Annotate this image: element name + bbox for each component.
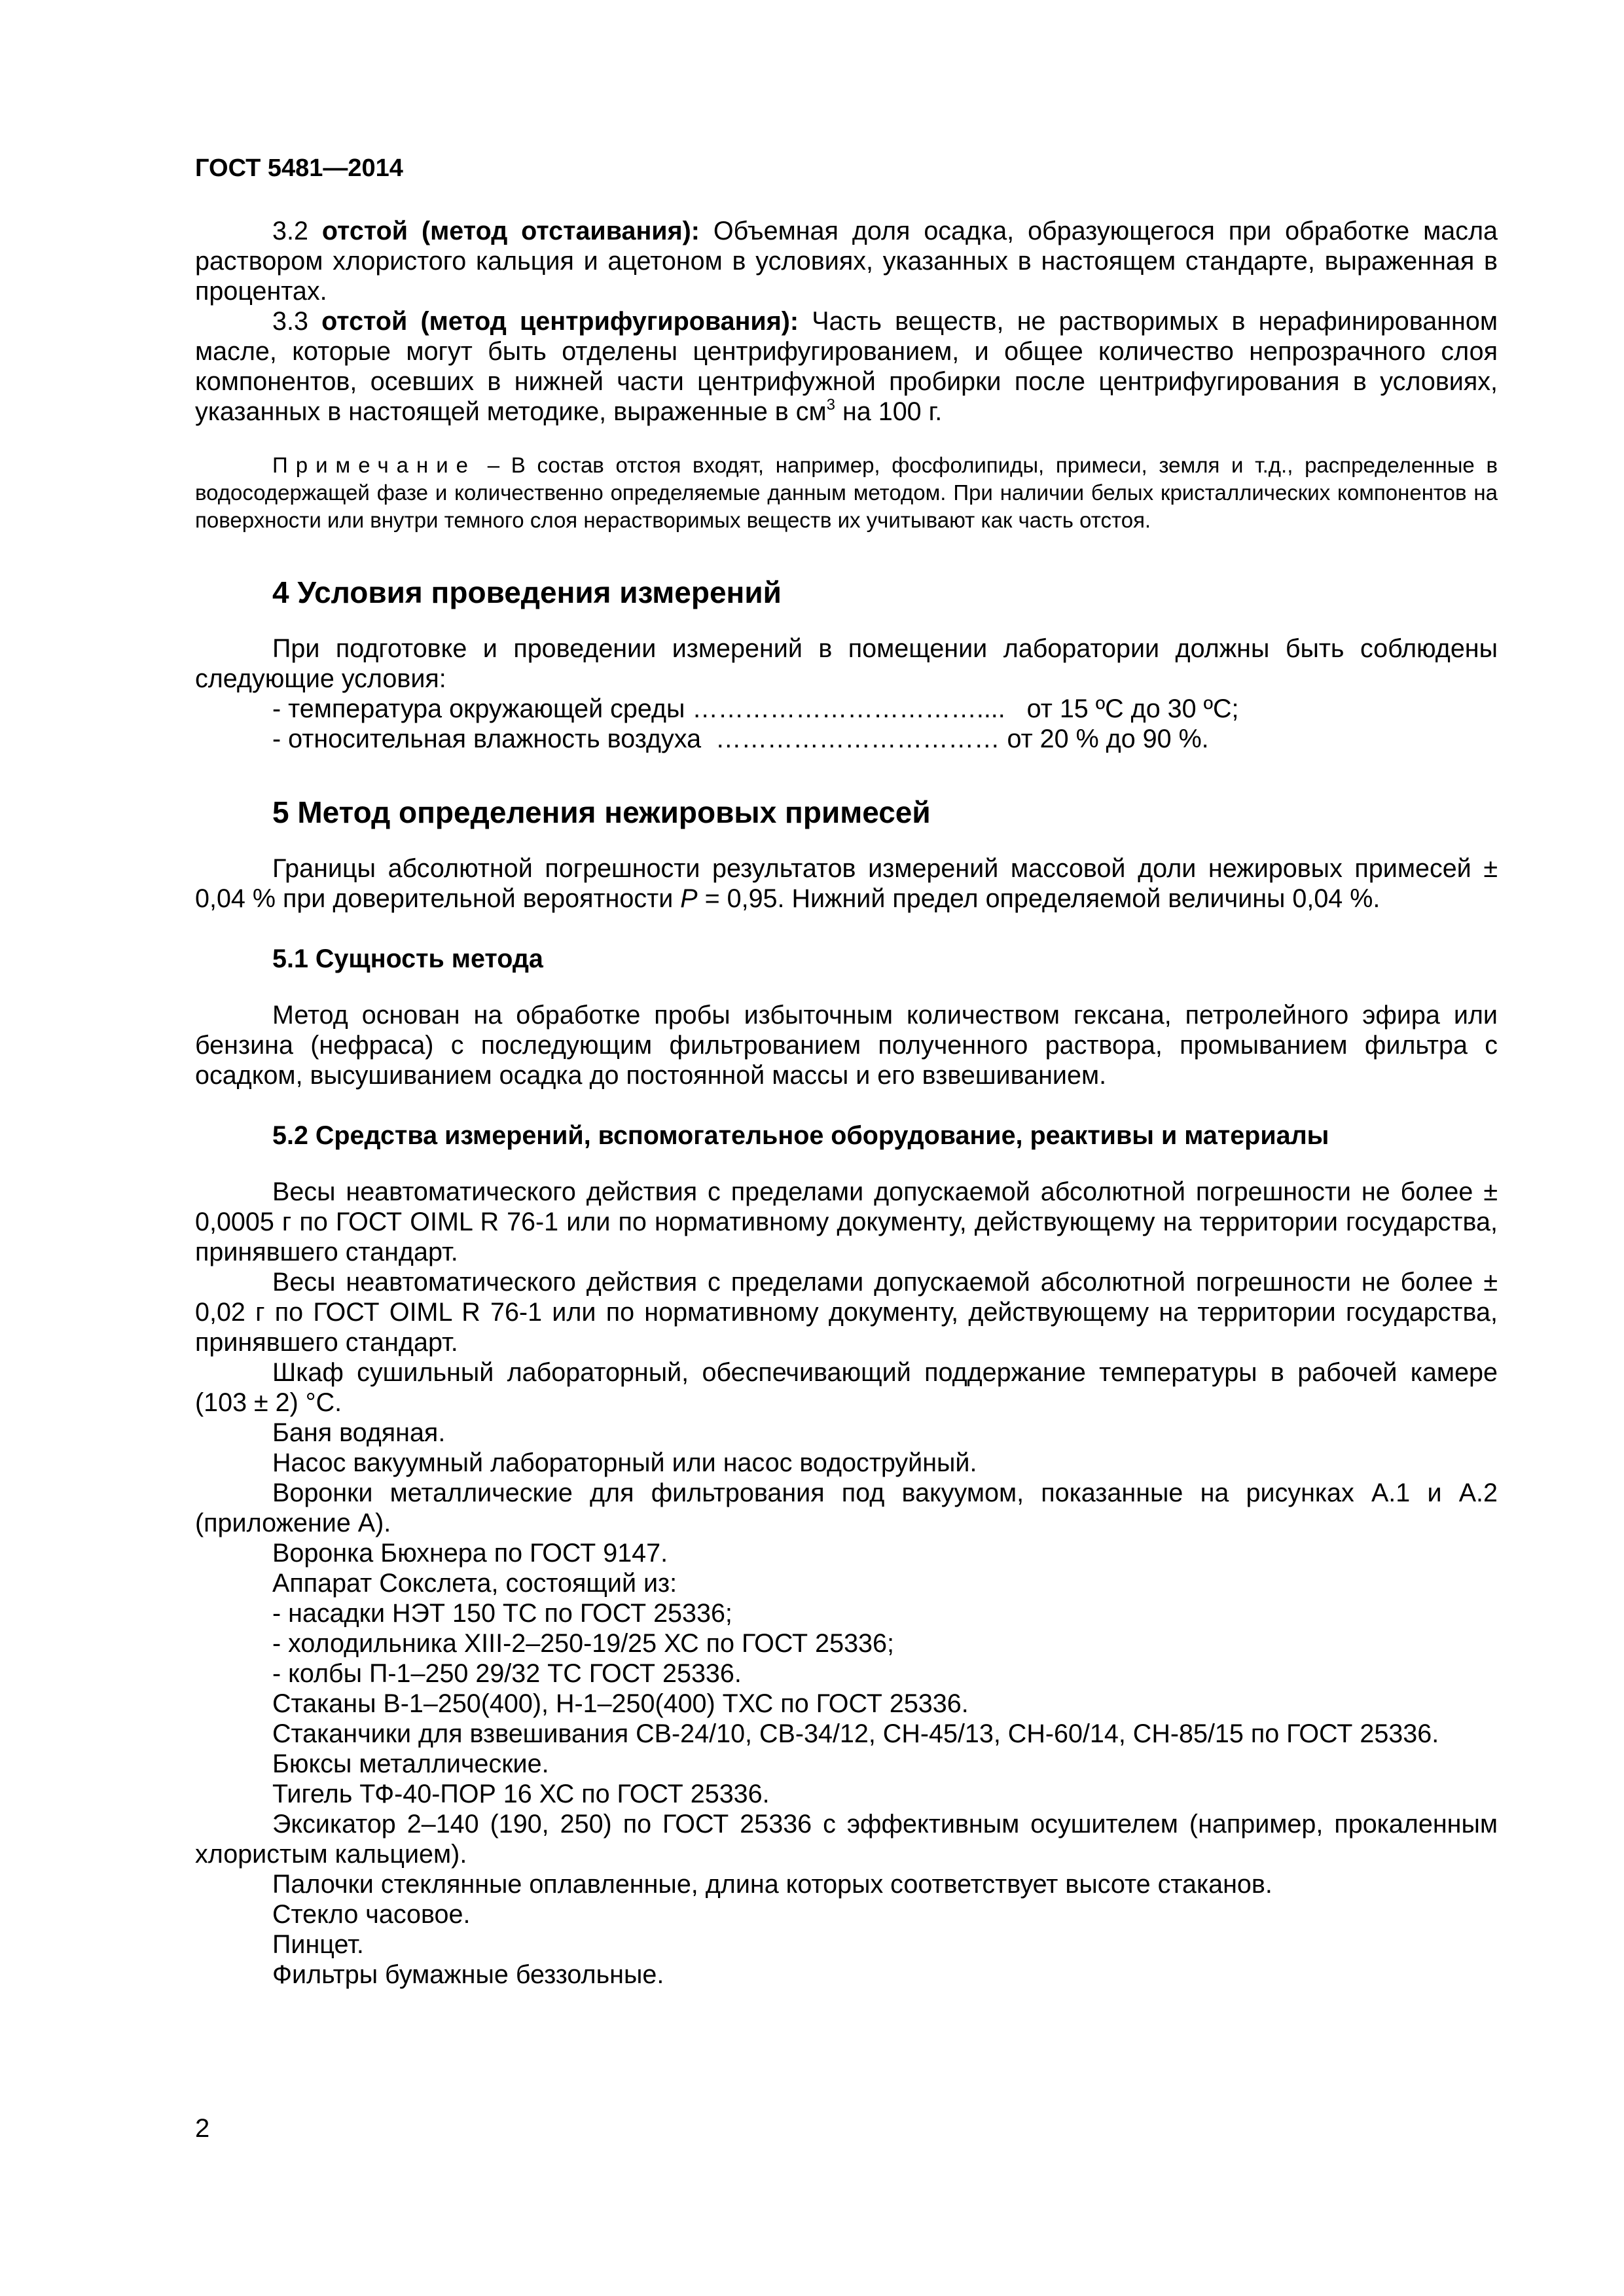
clause-number: 3.3 [272,307,322,336]
document-body [195,216,1498,1990]
list-item: Эксикатор 2–140 (190, 250) по ГОСТ 25336 с эффективным осушителем (например, прокаленным хлористым кальцием). [195,1810,1498,1869]
list-item: Тигель ТФ-40-ПОР 16 ХС по ГОСТ 25336. [272,1780,770,1808]
intro-text: Границы абсолютной погрешности результатов измерений массовой доли нежировых примесей ± 0,04 % при доверительной вероятности [195,854,1498,913]
list-item: - колбы П-1–250 29/32 ТС ГОСТ 25336. [272,1659,742,1688]
list-item: Воронка Бюхнера по ГОСТ 9147. [272,1539,668,1568]
term: отстой (метод центрифугирования): [321,307,799,336]
intro-text-tail: = 0,95. Нижний предел определяемой величины 0,04 %. [697,884,1380,913]
equipment-list [195,1177,1498,1990]
list-item: Пинцет. [272,1930,364,1959]
clause-number: 3.2 [272,217,322,245]
list-item: Весы неавтоматического действия с пределами допускаемой абсолютной погрешности не более ± 0,02 г по ГОСТ OIML R 76-1 или по нормативному документу, действующему на территории государства, принявшего стандарт. [195,1268,1498,1357]
definition: Объемная доля осадка, образующегося при обработке масла раствором хлористого кальция и ацетоном в условиях, указанных в настоящем стандарте, выраженная в процентах. [195,217,1498,306]
list-item: Аппарат Сокслета, состоящий из: [272,1569,677,1598]
section-4-intro: При подготовке и проведении измерений в помещении лаборатории должны быть соблюдены следующие условия: [195,634,1498,693]
section-5-1-text: Метод основан на обработке пробы избыточным количеством гексана, петролейного эфира или бензина (нефраса) с последующим фильтрованием полученного раствора, промыванием фильтра с осадком, высушиванием осадка до постоянной массы и его взвешиванием. [195,1001,1498,1090]
note-label: Примечание [272,453,477,477]
paragraph-3-3 [195,306,1498,427]
definition: Часть веществ, не растворимых в нерафинированном масле, которые могут быть отделены центрифугированием, и общее количество непрозрачного слоя компонентов, осевших в нижней части центрифужной пробирки после центрифугирования в условиях, указанных в настоящей методике, выраженные в см [195,307,1498,426]
list-item: Весы неавтоматического действия с пределами допускаемой абсолютной погрешности не более ± 0,0005 г по ГОСТ OIML R 76-1 или по нормативному документу, действующему на территории государства, принявшего стандарт. [195,1177,1498,1266]
list-item: Бюксы металлические. [272,1749,549,1778]
note [195,452,1498,534]
list-item: Фильтры бумажные беззольные. [272,1960,664,1989]
list-item: Палочки стеклянные оплавленные, длина которых соответствует высоте стаканов. [272,1870,1272,1899]
term: отстой (метод отстаивания): [321,217,700,245]
superscript: 3 [826,396,836,414]
list-item: - холодильника ХIII-2–250-19/25 ХС по ГОСТ 25336; [272,1629,894,1658]
condition-humidity: - относительная влажность воздуха …………………………… от 20 % до 90 %. [272,725,1209,753]
list-item: Насос вакуумный лабораторный или насос водоструйный. [272,1448,977,1477]
list-item: Стаканчики для взвешивания СВ-24/10, СВ-34/12, СН-45/13, СН-60/14, СН-85/15 по ГОСТ 25336. [272,1719,1439,1748]
list-item: - насадки НЭТ 150 ТС по ГОСТ 25336; [272,1599,732,1628]
section-5-intro [195,853,1498,914]
heading-5-1: 5.1 Сущность метода [272,944,543,973]
document-header: ГОСТ 5481—2014 [195,154,403,182]
probability-symbol: Р [680,884,698,913]
heading-section-4: 4 Условия проведения измерений [272,575,782,609]
list-item: Стаканы В-1–250(400), Н-1–250(400) ТХС по ГОСТ 25336. [272,1689,969,1718]
page-number: 2 [195,2114,210,2143]
condition-temperature: - температура окружающей среды …………………………….... от 15 ºС до 30 ºС; [272,694,1239,723]
list-item: Баня водяная. [272,1418,446,1447]
list-item: Воронки металлические для фильтрования под вакуумом, показанные на рисунках А.1 и А.2 (приложение А). [195,1479,1498,1537]
note-text: – В состав отстоя входят, например, фосфолипиды, примеси, земля и т.д., распределенные в водосодержащей фазе и количественно определяемые данным методом. При наличии белых кристаллических компонентов на поверхности или внутри темного слоя нерастворимых веществ их учитывают как часть отстоя. [195,453,1498,532]
definition-tail: на 100 г. [835,397,943,426]
heading-section-5: 5 Метод определения нежировых примесей [272,795,931,829]
list-item: Шкаф сушильный лабораторный, обеспечивающий поддержание температуры в рабочей камере (103 ± 2) °С. [195,1358,1498,1417]
heading-5-2: 5.2 Средства измерений, вспомогательное оборудование, реактивы и материалы [272,1121,1329,1150]
paragraph-3-2 [195,216,1498,306]
list-item: Стекло часовое. [272,1900,471,1929]
